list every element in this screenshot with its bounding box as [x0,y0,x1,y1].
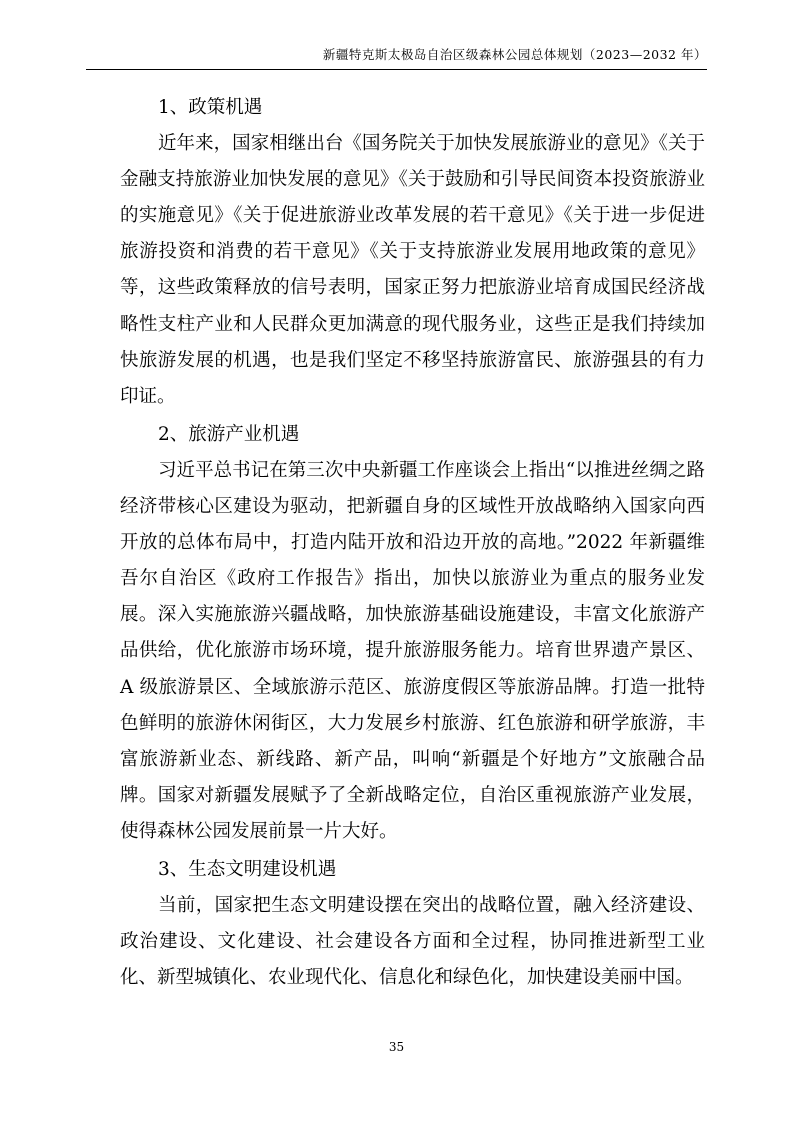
header-divider [86,69,707,70]
body-paragraph: 习近平总书记在第三次中央新疆工作座谈会上指出“以推进丝绸之路经济带核心区建设为驱动，把新疆自身的区域性开放战略纳入国家向西开放的总体布局中，打造内陆开放和沿边开放的高地。”2022 年新疆维吾尔自治区《政府工作报告》指出，加快以旅游业为重点的服务业发展。深入实施旅游兴疆战略，加快旅游基础设施建设，丰富文化旅游产品供给，优化旅游市场环境，提升旅游服务能力。培育世界遗产景区、A 级旅游景区、全域旅游示范区、旅游度假区等旅游品牌。打造一批特色鲜明的旅游休闲街区，大力发展乡村旅游、红色旅游和研学旅游，丰富旅游新业态、新线路、新产品，叫响“新疆是个好地方”文旅融合品牌。国家对新疆发展赋予了全新战略定位，自治区重视旅游产业发展，使得森林公园发展前景一片大好。 [120,459,705,842]
section-heading: 3、生态文明建设机遇 [158,858,337,880]
section-heading: 2、旅游产业机遇 [158,423,300,445]
body-paragraph: 近年来，国家相继出台《国务院关于加快发展旅游业的意见》《关于金融支持旅游业加快发展的意见》《关于鼓励和引导民间资本投资旅游业的实施意见》《关于促进旅游业改革发展的若干意见》《关于进一步促进旅游投资和消费的若干意见》《关于支持旅游业发展用地政策的意见》等，这些政策释放的信号表明，国家正努力把旅游业培育成国民经济战略性支柱产业和人民群众更加满意的现代服务业，这些正是我们持续加快旅游发展的机遇，也是我们坚定不移坚持旅游富民、旅游强县的有力印证。 [120,133,705,407]
document-body [120,88,705,996]
section-policy-opportunity [120,90,705,415]
section-ecological-civilization-opportunity [120,852,705,996]
page-number: 35 [388,1040,405,1054]
section-tourism-industry-opportunity [120,417,705,850]
running-header: 新疆特克斯太极岛自治区级森林公园总体规划（2023—2032 年） [322,47,707,62]
body-paragraph: 当前，国家把生态文明建设摆在突出的战略位置，融入经济建设、政治建设、文化建设、社会建设各方面和全过程，协同推进新型工业化、新型城镇化、农业现代化、信息化和绿色化，加快建设美丽中国。 [120,895,705,989]
section-heading: 1、政策机遇 [158,97,263,118]
